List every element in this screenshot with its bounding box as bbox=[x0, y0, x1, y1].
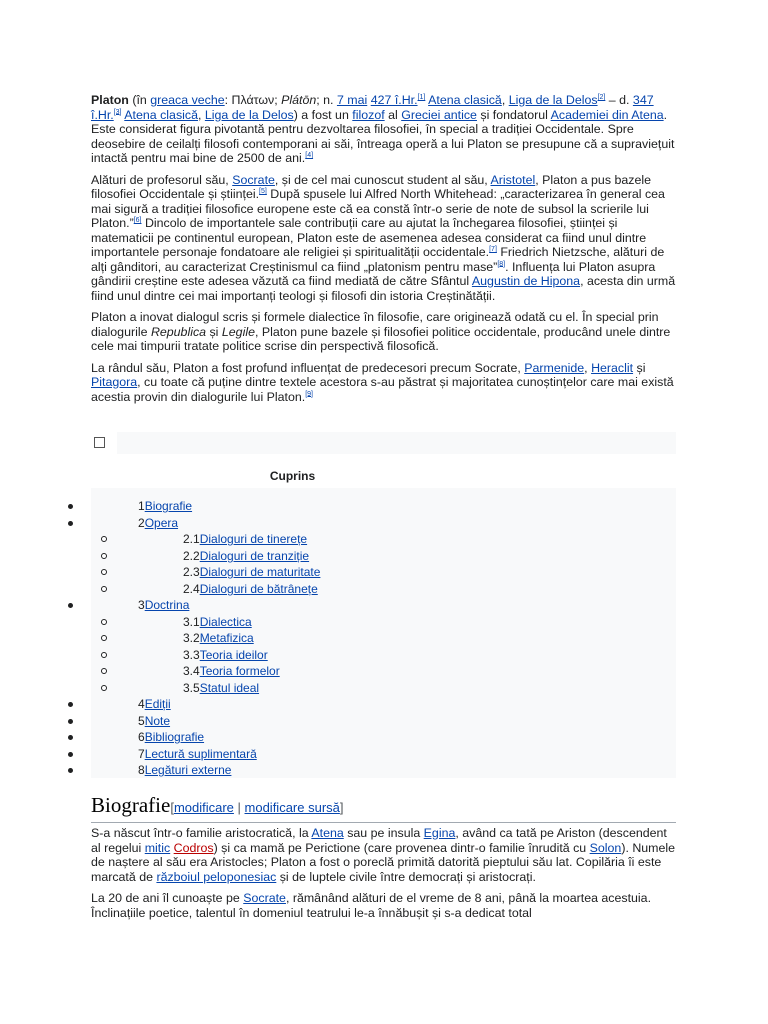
toc-item[interactable] bbox=[183, 614, 252, 630]
toc-item[interactable] bbox=[183, 680, 259, 696]
toc-item[interactable] bbox=[138, 597, 189, 613]
link-solon[interactable]: Solon bbox=[589, 840, 622, 855]
ref-3[interactable]: [3] bbox=[113, 108, 122, 116]
toc-item-link[interactable]: Dialoguri de tranziție bbox=[199, 549, 310, 563]
toc-item-link[interactable]: Teoria ideilor bbox=[199, 648, 268, 662]
biografie-paragraph-1: S-a născut într-o familie aristocratică, la Atena sau pe insula Egina, având ca tată pe Ariston (descendent al regelui mitic Codros) și ca mamă pe Perictione (care provenea dintr-o familie înrudită cu Solon). Numele de naștere al său era Aristocles; Platon a fost o poreclă primită datorită pieptului său lat. Copilăria îi este marcată de războiul peloponesiac și de luptele civile între democrați și aristocrați. bbox=[91, 826, 676, 884]
intro-paragraph-1: Platon (în greaca veche: Πλάτων; Plátōn; n. 7 mai 427 î.Hr.[1] Atena clasică, Liga de la Delos[2] – d. 347 î.Hr.[3] Atena clasică, Liga de la Delos) a fost un filozof al Greciei antice și fondatorul Academiei din Atena. Este considerat figura pivotantă pentru dezvoltarea filosofiei, în special a tradiției Occidentale. Spre deosebire de ceilalți filosofi contemporani ai săi, întreaga operă a lui Platon se presupune că a supraviețuit intactă pentru mai bine de 2500 de ani.[4] bbox=[91, 93, 675, 165]
link-pitagora[interactable]: Pitagora bbox=[91, 375, 138, 389]
toc-item[interactable] bbox=[183, 663, 280, 679]
toc-item-number: 1 bbox=[138, 499, 145, 513]
toc-item[interactable] bbox=[138, 498, 192, 514]
toc-bullet bbox=[68, 752, 73, 757]
toc-sub-bullet bbox=[101, 536, 107, 542]
link-atena-clasica[interactable]: Atena clasică bbox=[428, 93, 502, 107]
toc-bullet bbox=[68, 603, 73, 608]
toc-bullet bbox=[68, 504, 73, 509]
link-atena-clasica-2[interactable]: Atena clasică bbox=[124, 107, 198, 122]
toc-bullet bbox=[68, 768, 73, 773]
toc-item-link[interactable]: Teoria formelor bbox=[199, 664, 280, 678]
intro-paragraph-3: Platon a inovat dialogul scris și formele dialectice în filosofie, care originează odată cu el. În special prin dialogurile Republica și Legile, Platon pune bazele și filosofiei politice occidentale, producând unele dintre cele mai timpurii tratate politice scrise din perspectivă filosofică. bbox=[91, 310, 671, 353]
edit-source-link[interactable]: modificare sursă bbox=[244, 800, 340, 815]
ref-8[interactable]: [8] bbox=[497, 260, 506, 268]
biografie-section bbox=[91, 826, 676, 927]
toc-item[interactable] bbox=[138, 729, 204, 745]
ref-2[interactable]: [2] bbox=[597, 93, 606, 101]
toc-sub-bullet bbox=[101, 652, 107, 658]
toc-item-link[interactable]: Dialectica bbox=[199, 615, 252, 629]
link-death-year[interactable]: 347 î.Hr. bbox=[91, 93, 654, 122]
link-razboiul-peloponesiac[interactable]: războiul peloponesiac bbox=[156, 869, 277, 884]
ref-4[interactable]: [4] bbox=[305, 151, 314, 159]
link-socrate-2[interactable]: Socrate bbox=[243, 891, 286, 905]
biografie-paragraph-2: La 20 de ani îl cunoaște pe Socrate, rămânând alături de el vreme de 8 ani, până la moartea acestuia. Înclinațiile poetice, talentul în domeniul teatrului le-a înnăbușit și s-a dedicat total bbox=[91, 891, 652, 920]
toc-item[interactable] bbox=[138, 696, 171, 712]
toc-bullet bbox=[68, 719, 73, 724]
toc-item-number: 7 bbox=[138, 747, 145, 761]
toc-item-number: 5 bbox=[138, 714, 145, 728]
toc-item-number: 2.3 bbox=[183, 565, 200, 579]
link-heraclit[interactable]: Heraclit bbox=[591, 360, 634, 375]
ref-6[interactable]: [6] bbox=[133, 216, 142, 224]
link-birth-year[interactable]: 427 î.Hr. bbox=[370, 93, 418, 107]
toc-sub-bullet bbox=[101, 569, 107, 575]
toc-title: Cuprins bbox=[269, 469, 316, 483]
link-socrate[interactable]: Socrate bbox=[232, 172, 275, 187]
intro-paragraph-4: La rândul său, Platon a fost profund influențat de predecesori precum Socrate, Parmenide, Heraclit și Pitagora, cu toate că puține dintre textele acestora s-au păstrat și majoritatea cunoștințelor care mai există acestia provin din dialogurile lui Platon.[9] bbox=[91, 360, 674, 404]
toc-toggle-area bbox=[91, 432, 117, 454]
ref-9[interactable]: [9] bbox=[305, 390, 314, 398]
toc-item[interactable] bbox=[138, 515, 178, 531]
link-aristotel[interactable]: Aristotel bbox=[490, 172, 536, 187]
toc-item-number: 8 bbox=[138, 763, 145, 777]
toc-item-number: 6 bbox=[138, 730, 145, 744]
section-heading-biografie: Biografie[modificare | modificare sursă] bbox=[91, 792, 676, 823]
link-academia-atena[interactable]: Academiei din Atena bbox=[550, 107, 664, 122]
link-atena[interactable]: Atena bbox=[311, 826, 344, 840]
toc-item[interactable] bbox=[138, 762, 231, 778]
link-liga-delos[interactable]: Liga de la Delos bbox=[508, 93, 598, 107]
ref-5[interactable]: [5] bbox=[259, 187, 267, 195]
link-mitic[interactable]: mitic bbox=[144, 840, 171, 855]
toc-item-link[interactable]: Statul ideal bbox=[199, 681, 260, 695]
link-birth-date[interactable]: 7 mai bbox=[336, 93, 368, 107]
toc-item[interactable] bbox=[183, 564, 320, 580]
toc-item-number: 3.2 bbox=[183, 631, 200, 645]
link-parmenide[interactable]: Parmenide bbox=[524, 360, 585, 375]
toc-item-number: 4 bbox=[138, 697, 145, 711]
link-filozof[interactable]: filozof bbox=[352, 107, 385, 122]
toc-toggle-checkbox[interactable] bbox=[94, 437, 105, 448]
toc-sub-bullet bbox=[101, 635, 107, 641]
toc-item-number: 2 bbox=[138, 516, 145, 530]
toc-item[interactable] bbox=[183, 531, 307, 547]
link-greaca-veche[interactable]: greaca veche bbox=[150, 93, 225, 107]
toc-item-number: 3.3 bbox=[183, 648, 200, 662]
toc-item-link[interactable]: Legături externe bbox=[144, 763, 232, 777]
link-augustin[interactable]: Augustin de Hipona bbox=[471, 274, 581, 288]
toc-bullet bbox=[68, 702, 73, 707]
link-grecia-antica[interactable]: Greciei antice bbox=[401, 107, 477, 122]
toc-item-number: 3.5 bbox=[183, 681, 200, 695]
toc-bullet bbox=[68, 521, 73, 526]
toc-sub-bullet bbox=[101, 586, 107, 592]
intro-paragraph-2: Alături de profesorul său, Socrate, și de cel mai cunoscut student al său, Aristotel, Platon a pus bazele filosofiei Occidentale și științei.[5] După spusele lui Alfred North Whitehead: „caracterizarea în general cea mai sigură a tradiției filosofice europene este că ea constă într-o serie de note de subsol la scrierile lui Platon.”[6] Dincolo de importantele sale contribuții care au ajutat la închegarea filosofiei, științei și matematicii pe continentul european, Platon este de asemenea adesea considerat ca fiind unul dintre importantele personaje fondatoare ale religiei și spiritualității occidentale.[7] Friedrich Nietzsche, alături de alți gânditori, au caracterizat Creștinismul ca fiind „platonism pentru mase”[8]. Influența lui Platon asupra gândirii creștine este adesea văzută ca fiind mediată de către Sfântul Augustin de Hipona, acesta din urmă fiind unul dintre cei mai importanți teologi și filosofi din istoria Creștinătății. bbox=[91, 172, 676, 303]
toc-sub-bullet bbox=[101, 619, 107, 625]
toc-item[interactable] bbox=[183, 647, 268, 663]
toc-item-number: 2.4 bbox=[183, 582, 200, 596]
ref-1[interactable]: [1] bbox=[417, 93, 426, 101]
toc-item-number: 3.4 bbox=[183, 664, 200, 678]
link-codros[interactable]: Codros bbox=[173, 840, 214, 855]
toc-item[interactable] bbox=[183, 548, 309, 564]
toc-sub-bullet bbox=[101, 553, 107, 559]
link-egina[interactable]: Egina bbox=[423, 826, 456, 840]
link-liga-delos-2[interactable]: Liga de la Delos bbox=[204, 107, 294, 122]
article-subject: Platon bbox=[91, 93, 129, 107]
toc-item-link[interactable]: Note bbox=[144, 714, 171, 728]
intro-section bbox=[91, 93, 676, 411]
toc-item[interactable] bbox=[183, 581, 318, 597]
edit-link[interactable]: modificare bbox=[173, 800, 234, 815]
toc-sub-bullet bbox=[101, 668, 107, 674]
toc-item[interactable] bbox=[138, 713, 170, 729]
toc-item-number: 3.1 bbox=[183, 615, 200, 629]
toc-item-link[interactable]: Ediții bbox=[144, 697, 171, 711]
toc-item-link[interactable]: Bibliografie bbox=[144, 730, 205, 744]
toc-bullet bbox=[68, 735, 73, 740]
ref-7[interactable]: [7] bbox=[489, 245, 497, 253]
toc-item-link[interactable]: Doctrina bbox=[144, 598, 190, 612]
toc-item[interactable] bbox=[138, 746, 257, 762]
edit-section-links: [modificare | modificare sursă] bbox=[170, 800, 344, 815]
toc-item-link[interactable]: Opera bbox=[144, 516, 179, 530]
toc-sub-bullet bbox=[101, 685, 107, 691]
toc-item-link[interactable]: Dialoguri de tinerețe bbox=[199, 532, 308, 546]
toc-item-number: 2.1 bbox=[183, 532, 200, 546]
toc-item-link[interactable]: Dialoguri de bătrânețe bbox=[199, 582, 318, 596]
toc-item-link[interactable]: Biografie bbox=[144, 499, 193, 513]
toc-item-link[interactable]: Dialoguri de maturitate bbox=[199, 565, 321, 579]
toc-item-link[interactable]: Lectură suplimentară bbox=[144, 747, 257, 761]
toc-item-number: 2.2 bbox=[183, 549, 200, 563]
toc-item-link[interactable]: Metafizica bbox=[199, 631, 254, 645]
toc-item[interactable] bbox=[183, 630, 254, 646]
toc-item-number: 3 bbox=[138, 598, 145, 612]
